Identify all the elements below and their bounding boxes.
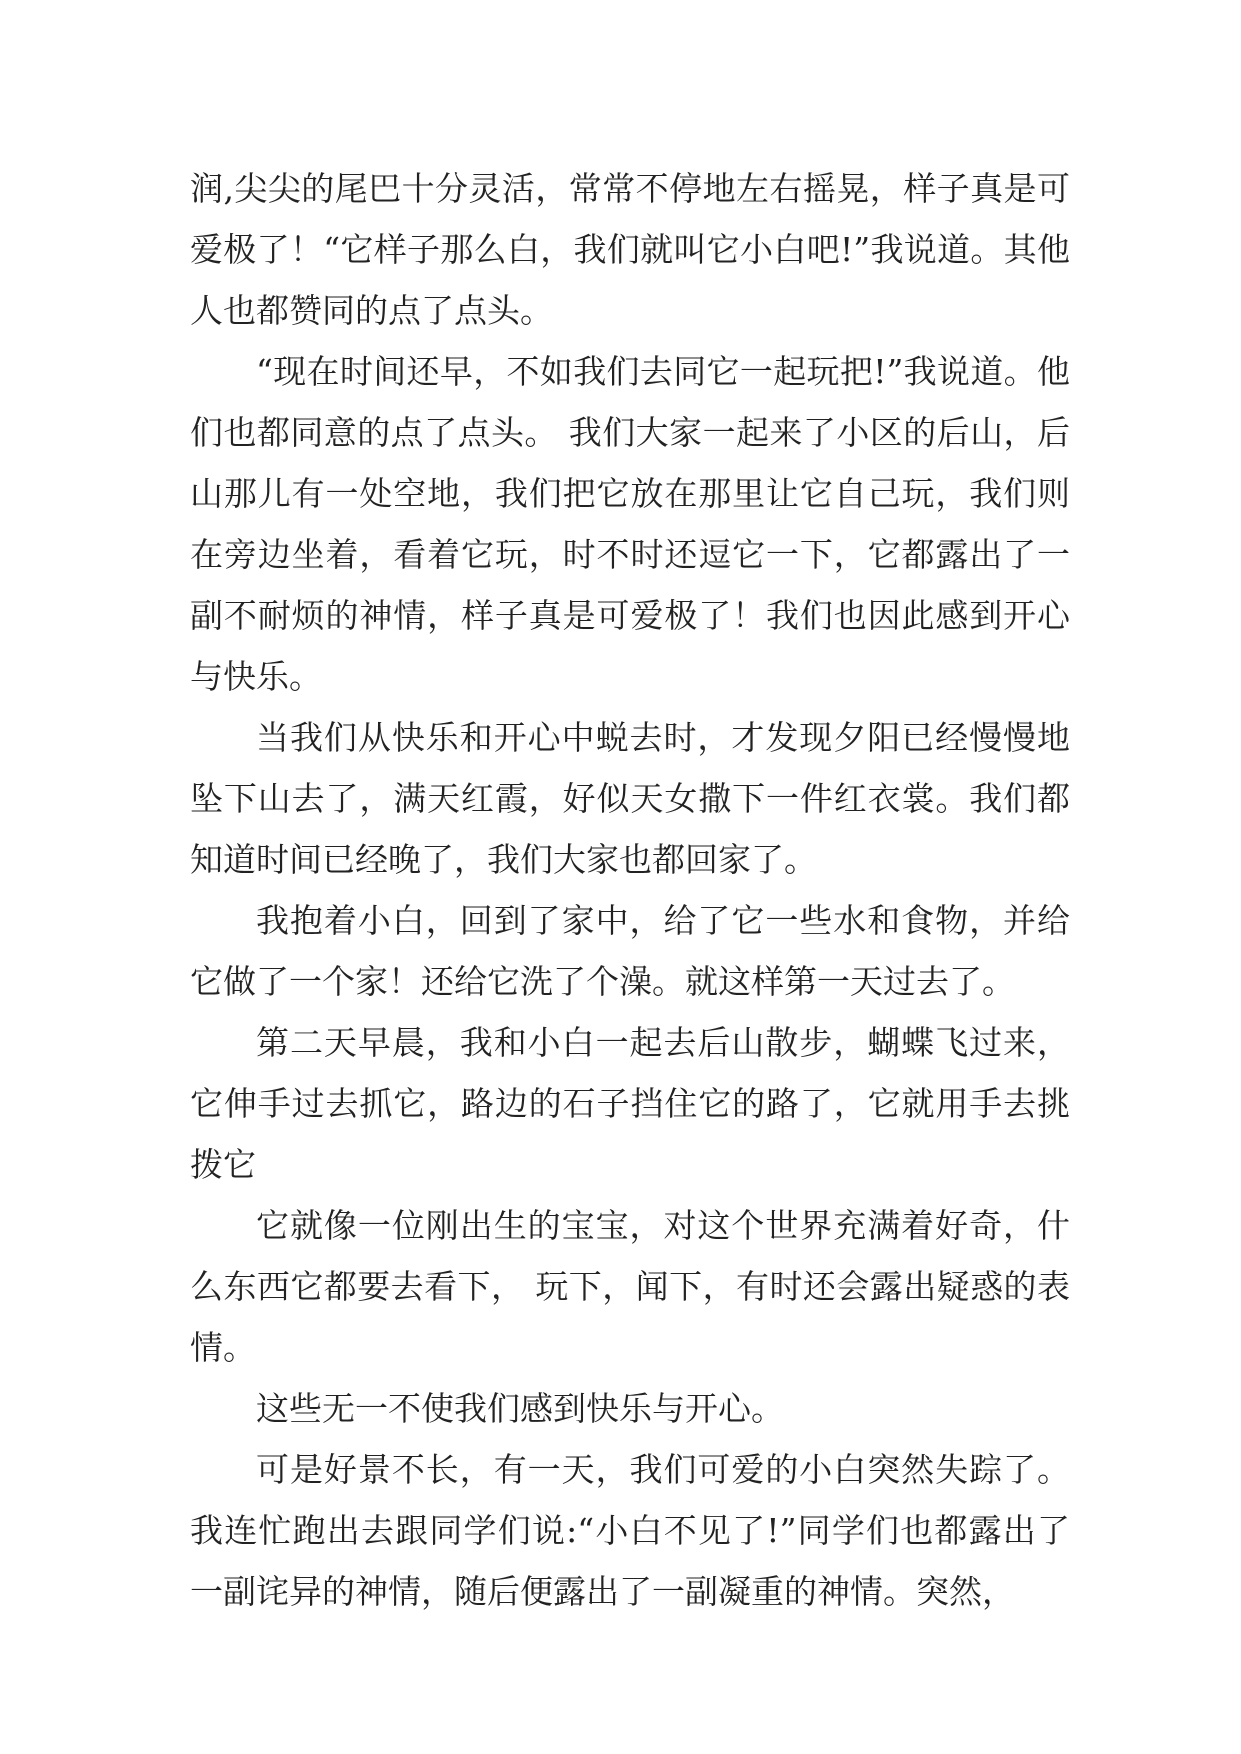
document-body [190,158,1070,1622]
paragraph-3: 当我们从快乐和开心中蜕去时，才发现夕阳已经慢慢地坠下山去了，满天红霞，好似天女撒下一件红衣裳。我们都知道时间已经晚了，我们大家也都回家了。 [190,718,1070,879]
paragraph-4: 我抱着小白，回到了家中，给了它一些水和食物，并给它做了一个家！还给它洗了个澡。就这样第一天过去了。 [190,901,1070,1001]
paragraph-7: 这些无一不使我们感到快乐与开心。 [256,1389,784,1428]
paragraph-1: 润,尖尖的尾巴十分灵活，常常不停地左右摇晃，样子真是可爱极了！“它样子那么白，我们就叫它小白吧!”我说道。其他人也都赞同的点了点头。 [190,169,1070,330]
paragraph-2: “现在时间还早，不如我们去同它一起玩把!”我说道。他们也都同意的点了点头。 我们大家一起来了小区的后山，后山那儿有一处空地，我们把它放在那里让它自己玩，我们则在旁边坐着，看着它玩，时不时还逗它一下，它都露出了一副不耐烦的神情，样子真是可爱极了！我们也因此感到开心与快乐。 [190,352,1070,696]
paragraph-5: 第二天早晨，我和小白一起去后山散步，蝴蝶飞过来，它伸手过去抓它，路边的石子挡住它的路了，它就用手去挑拨它 [190,1023,1070,1184]
paragraph-8: 可是好景不长，有一天，我们可爱的小白突然失踪了。我连忙跑出去跟同学们说:“小白不见了!”同学们也都露出了一副诧异的神情，随后便露出了一副凝重的神情。突然， [190,1450,1070,1611]
paragraph-6: 它就像一位刚出生的宝宝，对这个世界充满着好奇，什么东西它都要去看下， 玩下，闻下，有时还会露出疑惑的表情。 [190,1206,1070,1367]
